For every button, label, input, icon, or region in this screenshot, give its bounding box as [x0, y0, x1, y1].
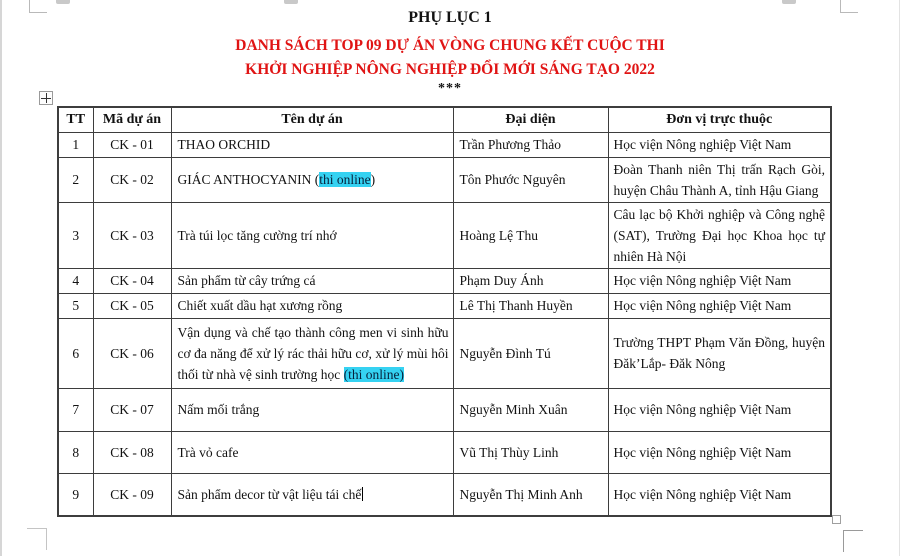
- table-resize-handle[interactable]: [832, 515, 841, 524]
- cell-tt[interactable]: [58, 431, 93, 473]
- cell-project-code[interactable]: [93, 268, 171, 293]
- table-row: [58, 132, 831, 157]
- cell-text: THAO ORCHID: [177, 137, 271, 152]
- cell-text: Câu lạc bộ Khởi nghiệp và Công nghệ (SAT), Trường Đại học Khoa học tự nhiên Hà Nội: [613, 206, 825, 264]
- cell-text: CK - 07: [110, 402, 154, 417]
- cell-project-name[interactable]: [171, 473, 453, 516]
- cell-tt[interactable]: [58, 132, 93, 157]
- cell-text: Sản phẩm từ cây trứng cá: [177, 273, 316, 288]
- cell-text: Nguyễn Thị Minh Anh: [459, 486, 583, 502]
- cell-unit[interactable]: [608, 473, 831, 516]
- cell-text: Trần Phương Thảo: [459, 137, 561, 152]
- cell-text: 8: [72, 444, 80, 460]
- cell-representative[interactable]: [453, 293, 608, 318]
- cell-unit[interactable]: [608, 268, 831, 293]
- cell-text: Tôn Phước Nguyên: [459, 172, 566, 187]
- cell-text: 9: [72, 486, 80, 502]
- margin-corner-mark-bottom-left: [27, 528, 47, 550]
- header-representative[interactable]: Đại diện: [453, 107, 608, 132]
- cell-text: Trà túi lọc tăng cường trí nhớ: [177, 227, 337, 243]
- header-code[interactable]: Mã dự án: [93, 107, 171, 132]
- cell-unit[interactable]: [608, 157, 831, 202]
- cell-project-code[interactable]: [93, 388, 171, 431]
- table-row: [58, 431, 831, 473]
- list-title-line1[interactable]: DANH SÁCH TOP 09 DỰ ÁN VÒNG CHUNG KẾT CUỘC THI: [235, 37, 665, 54]
- cell-unit[interactable]: [608, 202, 831, 268]
- cell-tt[interactable]: [58, 388, 93, 431]
- cell-representative[interactable]: [453, 318, 608, 388]
- cell-representative[interactable]: [453, 473, 608, 516]
- cell-text: Lê Thị Thanh Huyền: [459, 298, 573, 313]
- header-tt[interactable]: TT: [58, 107, 93, 132]
- cell-tt[interactable]: [58, 268, 93, 293]
- header-unit[interactable]: Đơn vị trực thuộc: [608, 107, 831, 132]
- top-edge-artifact: [56, 0, 70, 4]
- cell-project-name[interactable]: [171, 431, 453, 473]
- cell-text: CK - 02: [110, 172, 154, 187]
- cell-text: Nấm mối trắng: [177, 402, 260, 417]
- highlighted-text-thi-online: thi online: [319, 172, 371, 187]
- cell-text: Phạm Duy Ánh: [459, 273, 544, 288]
- cell-project-name[interactable]: [171, 388, 453, 431]
- table-row: [58, 293, 831, 318]
- cell-project-name[interactable]: [171, 132, 453, 157]
- cell-representative[interactable]: [453, 132, 608, 157]
- margin-corner-mark-bottom-right: [843, 530, 863, 552]
- cell-project-code[interactable]: [93, 318, 171, 388]
- cell-unit[interactable]: [608, 388, 831, 431]
- cell-project-code[interactable]: [93, 431, 171, 473]
- cell-project-code[interactable]: [93, 202, 171, 268]
- cell-tt[interactable]: [58, 473, 93, 516]
- cell-tt[interactable]: [58, 293, 93, 318]
- cell-text: CK - 06: [110, 345, 154, 361]
- cell-text: Học viện Nông nghiệp Việt Nam: [613, 273, 792, 288]
- cell-project-name[interactable]: [171, 157, 453, 202]
- cell-text: 3: [72, 227, 80, 243]
- cell-project-code[interactable]: [93, 473, 171, 516]
- cell-text: Học viện Nông nghiệp Việt Nam: [613, 444, 792, 460]
- table-row: [58, 388, 831, 431]
- cell-tt[interactable]: [58, 157, 93, 202]
- cell-unit[interactable]: [608, 318, 831, 388]
- cell-text: Sản phẩm decor từ vật liệu tái chế: [177, 486, 362, 502]
- table-row: [58, 318, 831, 388]
- cell-text: CK - 09: [110, 486, 154, 502]
- table-row: [58, 268, 831, 293]
- cell-project-name[interactable]: [171, 202, 453, 268]
- header-project-name[interactable]: Tên dự án: [171, 107, 453, 132]
- cell-text: 5: [72, 298, 80, 313]
- cell-representative[interactable]: [453, 157, 608, 202]
- cell-representative[interactable]: [453, 388, 608, 431]
- cell-unit[interactable]: [608, 293, 831, 318]
- cell-text: 4: [72, 273, 80, 288]
- cell-tt[interactable]: [58, 318, 93, 388]
- cell-text: Hoàng Lệ Thu: [459, 227, 538, 243]
- cell-text: Học viện Nông nghiệp Việt Nam: [613, 137, 792, 152]
- cell-text: Học viện Nông nghiệp Việt Nam: [613, 486, 792, 502]
- cell-text: CK - 04: [110, 273, 154, 288]
- appendix-title[interactable]: PHỤ LỤC 1: [408, 9, 492, 26]
- table-row: [58, 473, 831, 516]
- highlighted-text-thi-online: (thi online): [343, 366, 405, 382]
- cell-text: Học viện Nông nghiệp Việt Nam: [613, 298, 792, 313]
- separator-stars: ***: [438, 81, 462, 96]
- cell-unit[interactable]: [608, 132, 831, 157]
- cell-text: Nguyễn Minh Xuân: [459, 402, 568, 417]
- cell-representative[interactable]: [453, 202, 608, 268]
- project-table-body: [58, 132, 831, 516]
- table-row: [58, 202, 831, 268]
- cell-text: Vận dụng và chế tạo thành công men vi sinh hữu cơ đa năng để xử lý rác thải hữu cơ, xử lý mùi hôi thối từ nhà vệ sinh trường học: [177, 324, 449, 382]
- text-cursor-icon: [362, 487, 363, 501]
- top-edge-artifact: [284, 0, 298, 4]
- cell-project-code[interactable]: [93, 293, 171, 318]
- cell-project-code[interactable]: [93, 157, 171, 202]
- cell-text: CK - 05: [110, 298, 154, 313]
- cell-project-name[interactable]: [171, 268, 453, 293]
- cell-text: Trà vỏ cafe: [177, 444, 239, 460]
- table-header-row: [58, 107, 831, 132]
- cell-project-name[interactable]: [171, 318, 453, 388]
- cell-text: ): [370, 172, 376, 187]
- cell-text: Vũ Thị Thùy Linh: [459, 444, 559, 460]
- cell-unit[interactable]: [608, 431, 831, 473]
- cell-project-name[interactable]: [171, 293, 453, 318]
- list-title-line2[interactable]: KHỞI NGHIỆP NÔNG NGHIỆP ĐỔI MỚI SÁNG TẠO 2022: [245, 61, 655, 78]
- cell-text: CK - 01: [110, 137, 154, 152]
- cell-text: Học viện Nông nghiệp Việt Nam: [613, 402, 792, 417]
- projects-table: [57, 106, 832, 517]
- cell-text: 7: [72, 402, 80, 417]
- cell-text: CK - 03: [110, 227, 154, 243]
- cell-representative[interactable]: [453, 431, 608, 473]
- cell-tt[interactable]: [58, 202, 93, 268]
- top-edge-artifact: [782, 0, 796, 4]
- cell-text: Nguyễn Đình Tú: [459, 345, 551, 361]
- cell-text: 2: [72, 172, 80, 187]
- table-move-handle[interactable]: [39, 91, 53, 105]
- cell-project-code[interactable]: [93, 132, 171, 157]
- move-cross-icon: [41, 93, 51, 103]
- cell-text: Đoàn Thanh niên Thị trấn Rạch Gòi, huyện Châu Thành A, tỉnh Hậu Giang: [613, 161, 825, 198]
- cell-representative[interactable]: [453, 268, 608, 293]
- table-row: [58, 157, 831, 202]
- cell-text: Chiết xuất dầu hạt xương rồng: [177, 298, 343, 313]
- cell-text: 6: [72, 345, 80, 361]
- cell-text: Trường THPT Phạm Văn Đồng, huyện Đăk’Lắp- Đăk Nông: [613, 335, 825, 371]
- cell-text: 1: [72, 137, 80, 152]
- cell-text: CK - 08: [110, 444, 154, 460]
- cell-text: GIÁC ANTHOCYANIN (: [177, 172, 320, 187]
